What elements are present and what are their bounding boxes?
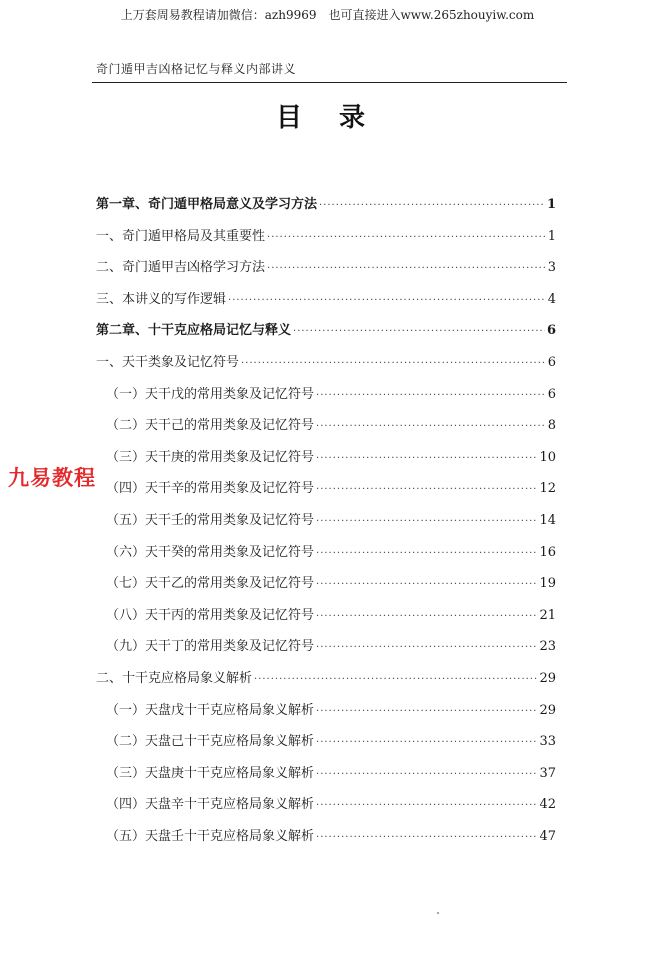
toc-entry[interactable] [96, 508, 556, 530]
scan-speck [437, 912, 439, 914]
toc-entry-label: （九）天干丁的常用类象及记忆符号 [106, 639, 315, 655]
toc-leader-dots [316, 704, 537, 720]
toc-entry[interactable] [96, 287, 556, 309]
toc-leader-dots [316, 388, 546, 404]
toc-entry[interactable] [96, 192, 556, 214]
toc-entry-label: （三）天干庚的常用类象及记忆符号 [106, 449, 315, 465]
toc-leader-dots [316, 514, 537, 530]
header-rule [92, 82, 567, 83]
toc-entry[interactable] [96, 382, 556, 404]
toc-entry-label: （一）天盘戊十干克应格局象义解析 [106, 702, 315, 718]
toc-entry[interactable] [96, 476, 556, 498]
toc-leader-dots [316, 482, 537, 498]
toc-entry-label: （二）天干己的常用类象及记忆符号 [106, 418, 315, 434]
toc-entry-page: 37 [539, 765, 556, 781]
toc-leader-dots [228, 293, 546, 309]
toc-entry[interactable] [96, 698, 556, 720]
toc-title: 目 录 [275, 103, 380, 133]
toc-entry[interactable] [96, 571, 556, 593]
toc-leader-dots [316, 546, 537, 562]
toc-entry-page: 10 [539, 449, 556, 465]
toc-entry-label: （六）天干癸的常用类象及记忆符号 [106, 544, 315, 560]
watermark-line: 上万套周易教程请加微信：azh9969 也可直接进入www.265zhouyiw.com [120, 8, 535, 22]
toc-entry[interactable] [96, 445, 556, 467]
toc-entry[interactable] [96, 824, 556, 846]
toc-entry-label: 第二章、十干克应格局记忆与释义 [96, 323, 292, 339]
toc-entry-label: （七）天干乙的常用类象及记忆符号 [106, 576, 315, 592]
toc-leader-dots [267, 261, 546, 277]
toc-entry[interactable] [96, 318, 556, 340]
toc-entry-page: 16 [539, 544, 556, 560]
toc-entry-page: 23 [539, 639, 556, 655]
toc-entry-label: （四）天干辛的常用类象及记忆符号 [106, 481, 315, 497]
toc-leader-dots [316, 830, 537, 846]
toc-leader-dots [267, 230, 546, 246]
toc-entry-label: 二、十干克应格局象义解析 [96, 671, 253, 686]
toc-entry-label: （五）天干壬的常用类象及记忆符号 [106, 513, 315, 528]
toc-entry-page: 8 [547, 418, 556, 434]
toc-entry[interactable] [96, 540, 556, 562]
toc-entry-page: 42 [539, 797, 556, 813]
toc-entry-page: 6 [547, 386, 556, 402]
toc-leader-dots [316, 577, 537, 593]
toc-leader-dots [316, 767, 537, 783]
toc-entry[interactable] [96, 224, 556, 246]
toc-entry-label: （八）天干丙的常用类象及记忆符号 [106, 607, 315, 623]
toc-entry-page: 19 [539, 576, 556, 592]
toc-entry[interactable] [96, 666, 556, 688]
toc-leader-dots [316, 798, 537, 814]
toc-entry-page: 47 [539, 829, 556, 844]
toc-entry-page: 29 [539, 671, 556, 686]
toc-entry-page: 6 [547, 355, 556, 370]
toc-entry[interactable] [96, 255, 556, 277]
toc-entry[interactable] [96, 413, 556, 435]
toc-entry-page: 29 [539, 702, 556, 718]
toc-entry-label: （一）天干戊的常用类象及记忆符号 [106, 386, 315, 402]
toc-entry-page: 21 [539, 607, 556, 623]
book-header: 奇门遁甲吉凶格记忆与释义内部讲义 [96, 62, 297, 76]
toc-entry-page: 1 [547, 228, 556, 244]
toc-leader-dots [241, 356, 546, 372]
toc-entry-label: 二、奇门遁甲吉凶格学习方法 [96, 260, 266, 276]
toc-leader-dots [293, 324, 545, 340]
toc-entry-label: 第一章、奇门遁甲格局意义及学习方法 [96, 197, 318, 212]
toc-leader-dots [319, 198, 545, 214]
toc-entry[interactable] [96, 350, 556, 372]
toc-entry-page: 14 [539, 513, 556, 528]
toc-entry[interactable] [96, 729, 556, 751]
toc-leader-dots [316, 609, 537, 625]
toc-entry-page: 4 [547, 291, 556, 307]
toc-entry-page: 33 [539, 734, 556, 750]
toc-entry-label: （三）天盘庚十干克应格局象义解析 [106, 765, 315, 781]
toc-entry[interactable] [96, 792, 556, 814]
toc-entry-label: （五）天盘壬十干克应格局象义解析 [106, 829, 315, 844]
toc-entry[interactable] [96, 634, 556, 656]
toc-entry-label: 一、天干类象及记忆符号 [96, 355, 240, 370]
toc-entry-label: （二）天盘己十干克应格局象义解析 [106, 734, 315, 750]
toc-entry-page: 12 [539, 481, 556, 497]
toc-entry[interactable] [96, 761, 556, 783]
toc-entry-page: 3 [547, 260, 556, 276]
toc-leader-dots [316, 419, 546, 435]
toc-entry-page: 6 [546, 323, 556, 339]
toc-leader-dots [316, 451, 537, 467]
site-stamp-logo: 九易教程 [8, 466, 96, 490]
toc-entry-label: （四）天盘辛十干克应格局象义解析 [106, 797, 315, 813]
toc-entry-label: 一、奇门遁甲格局及其重要性 [96, 228, 266, 244]
toc-leader-dots [316, 735, 537, 751]
toc-leader-dots [254, 672, 537, 688]
toc-entry-label: 三、本讲义的写作逻辑 [96, 291, 227, 307]
toc-entry[interactable] [96, 603, 556, 625]
toc-leader-dots [316, 640, 537, 656]
toc-entry-page: 1 [546, 197, 556, 212]
